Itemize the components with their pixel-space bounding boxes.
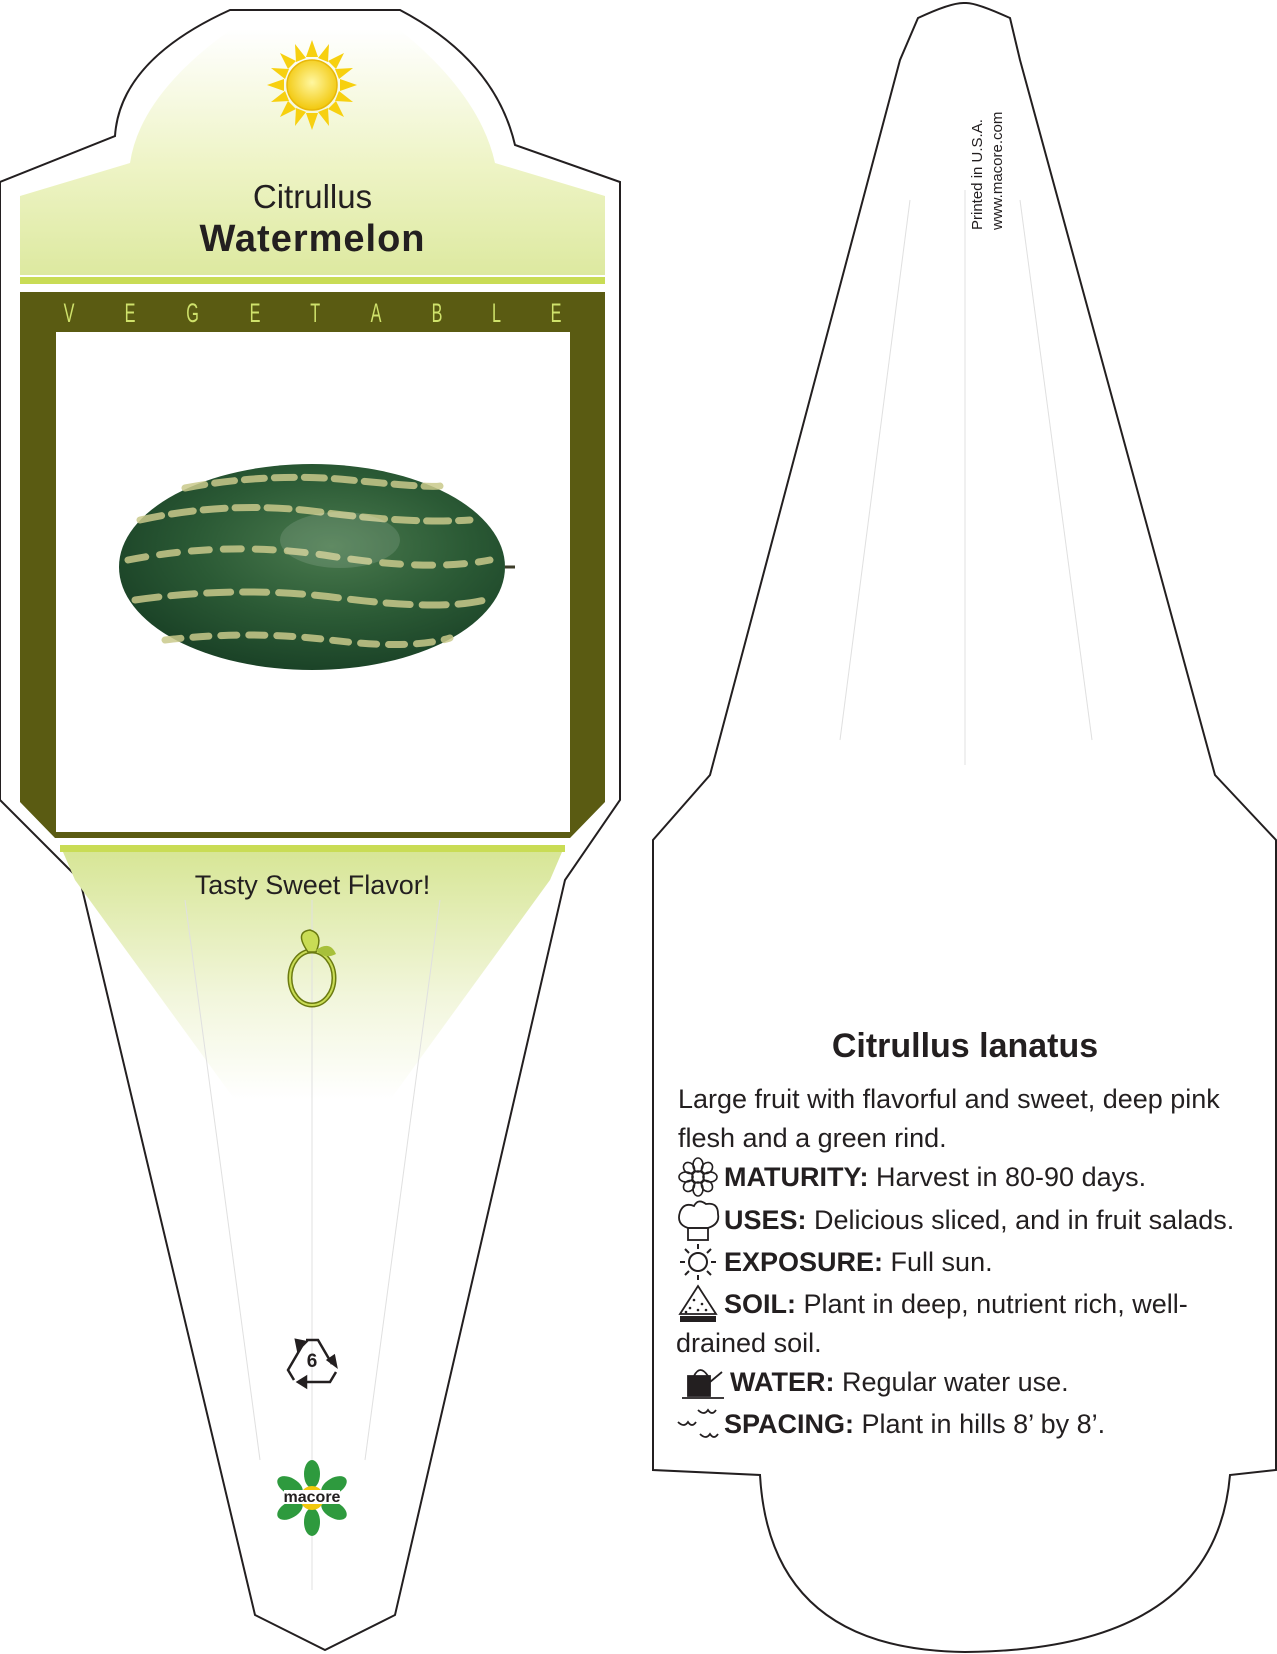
maturity-row <box>676 1158 1277 1197</box>
category-letter: E <box>249 298 261 328</box>
category-letter: B <box>431 298 443 328</box>
exposure-label: EXPOSURE: <box>724 1247 884 1277</box>
category-letter: T <box>310 298 321 328</box>
printed-in-label <box>968 60 1008 230</box>
website-line: www.macore.com <box>989 111 1006 230</box>
uses-row <box>676 1201 1277 1240</box>
latin-name: Citrullus lanatus <box>831 1027 1099 1065</box>
soil-row <box>676 1285 1236 1363</box>
category-letter: A <box>370 298 382 328</box>
plant-description: Large fruit with flavorful and sweet, deep pink flesh and a green rind. <box>678 1084 1220 1153</box>
soil-text: Plant in deep, nutrient rich, well-drained soil. <box>676 1289 1188 1358</box>
spacing-row <box>676 1405 1277 1444</box>
uses-text: Delicious sliced, and in fruit salads. <box>806 1205 1235 1235</box>
common-name: Watermelon <box>199 218 426 260</box>
category-letter: E <box>124 298 136 328</box>
recycle-number: 6 <box>306 1351 318 1372</box>
category-letter: V <box>63 298 75 328</box>
water-label: WATER: <box>730 1367 835 1397</box>
printed-line: Printed in U.S.A. <box>969 119 986 230</box>
category-letter: E <box>550 298 562 328</box>
exposure-row <box>676 1243 1277 1282</box>
water-row <box>676 1363 1277 1402</box>
genus-name: Citrullus <box>252 178 373 215</box>
uses-label: USES: <box>724 1205 807 1235</box>
spacing-label: SPACING: <box>724 1409 855 1439</box>
water-text: Regular water use. <box>834 1367 1069 1397</box>
soil-label: SOIL: <box>724 1289 796 1319</box>
spacing-text: Plant in hills 8’ by 8’. <box>854 1409 1106 1439</box>
maturity-label: MATURITY: <box>724 1162 869 1192</box>
category-letter: L <box>491 298 501 328</box>
category-letter: G <box>186 298 199 328</box>
brand-label: macore <box>283 1489 341 1506</box>
maturity-text: Harvest in 80-90 days. <box>868 1162 1147 1192</box>
tagline: Tasty Sweet Flavor! <box>194 870 431 900</box>
exposure-text: Full sun. <box>883 1247 993 1277</box>
